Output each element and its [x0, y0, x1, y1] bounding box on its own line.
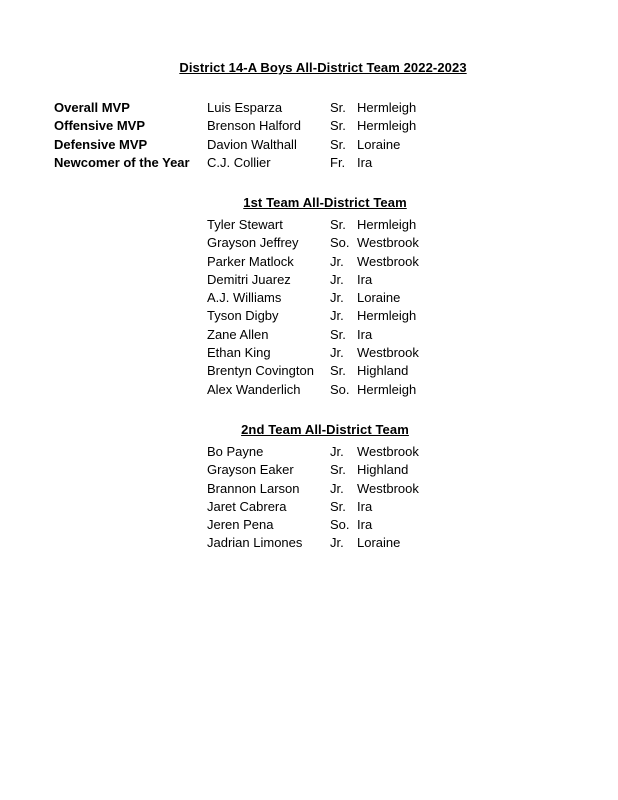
player-grade: Jr.: [330, 345, 344, 361]
player-name: Ethan King: [207, 345, 271, 361]
player-name: Bo Payne: [207, 444, 264, 459]
player-grade: So.: [330, 235, 350, 251]
player-school: Highland: [357, 363, 409, 379]
player-name: Jaret Cabrera: [207, 498, 287, 514]
award-title: Defensive MVP: [54, 136, 148, 152]
player-school: Loraine: [357, 290, 401, 306]
player-name: Tyson Digby: [207, 308, 279, 324]
player-grade: Sr.: [330, 100, 346, 115]
player-school: Ira: [357, 154, 373, 170]
player-grade: Jr.: [330, 271, 344, 287]
player-name: A.J. Williams: [207, 290, 282, 306]
player-name: Brentyn Covington: [207, 363, 314, 379]
player-name: Zane Allen: [207, 326, 269, 342]
player-grade: Sr.: [330, 498, 346, 514]
player-school: Westbrook: [357, 235, 419, 251]
player-school: Hermleigh: [357, 308, 417, 324]
document-title: District 14-A Boys All-District Team 2022-2023: [179, 60, 467, 75]
player-name: C.J. Collier: [207, 154, 271, 170]
player-school: Ira: [357, 498, 373, 514]
player-name: Brenson Halford: [207, 118, 301, 134]
player-grade: Sr.: [330, 462, 346, 478]
player-name: Grayson Eaker: [207, 462, 294, 478]
player-school: Ira: [357, 517, 373, 533]
player-school: Loraine: [357, 535, 401, 551]
player-grade: Sr.: [330, 136, 346, 152]
player-grade: Sr.: [330, 217, 346, 232]
player-school: Westbrook: [357, 444, 419, 459]
player-name: Parker Matlock: [207, 253, 294, 269]
second-team-heading: 2nd Team All-District Team: [241, 422, 409, 437]
player-grade: Fr.: [330, 154, 346, 170]
award-title: Newcomer of the Year: [54, 154, 190, 170]
player-school: Highland: [357, 462, 409, 478]
player-grade: Jr.: [330, 444, 344, 459]
player-name: Davion Walthall: [207, 136, 297, 152]
player-school: Ira: [357, 326, 373, 342]
player-school: Hermleigh: [357, 381, 417, 397]
player-grade: Jr.: [330, 535, 344, 551]
award-title: Overall MVP: [54, 100, 130, 115]
player-school: Hermleigh: [357, 217, 417, 232]
player-grade: Jr.: [330, 253, 344, 269]
player-name: Tyler Stewart: [207, 217, 283, 232]
player-school: Westbrook: [357, 345, 419, 361]
player-grade: Sr.: [330, 363, 346, 379]
player-name: Jadrian Limones: [207, 535, 303, 551]
player-name: Demitri Juarez: [207, 271, 291, 287]
player-school: Hermleigh: [357, 118, 417, 134]
player-name: Jeren Pena: [207, 517, 274, 533]
player-grade: Jr.: [330, 290, 344, 306]
player-school: Loraine: [357, 136, 401, 152]
first-team-heading: 1st Team All-District Team: [243, 195, 407, 210]
player-grade: So.: [330, 517, 350, 533]
player-name: Grayson Jeffrey: [207, 235, 299, 251]
player-grade: Sr.: [330, 118, 346, 134]
player-grade: Jr.: [330, 308, 344, 324]
player-name: Luis Esparza: [207, 100, 283, 115]
player-name: Alex Wanderlich: [207, 381, 301, 397]
player-school: Westbrook: [357, 253, 419, 269]
player-grade: So.: [330, 381, 350, 397]
player-school: Westbrook: [357, 480, 419, 496]
player-school: Ira: [357, 271, 373, 287]
player-school: Hermleigh: [357, 100, 417, 115]
player-grade: Jr.: [330, 480, 344, 496]
award-title: Offensive MVP: [54, 118, 146, 134]
player-grade: Sr.: [330, 326, 346, 342]
player-name: Brannon Larson: [207, 480, 300, 496]
